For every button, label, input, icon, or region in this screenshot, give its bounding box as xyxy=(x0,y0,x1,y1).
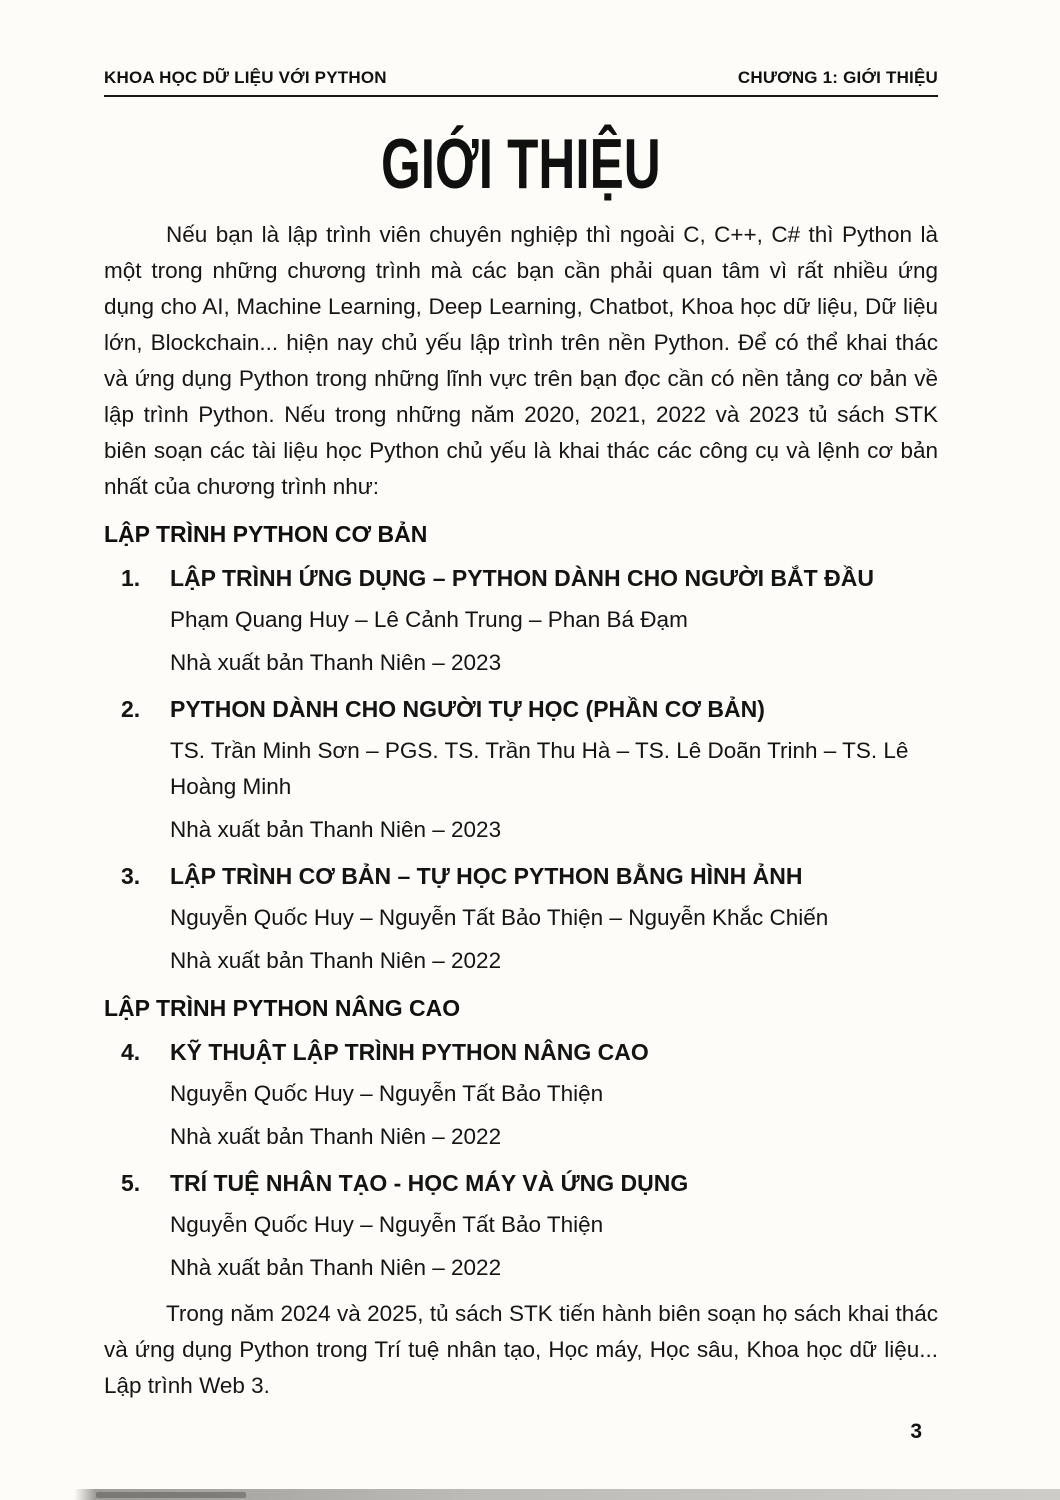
book-title-row xyxy=(104,858,938,894)
book-list-item xyxy=(104,560,938,681)
book-list-item xyxy=(104,858,938,979)
book-title: PYTHON DÀNH CHO NGƯỜI TỰ HỌC (PHẦN CƠ BẢN) xyxy=(170,696,765,722)
closing-paragraph: Trong năm 2024 và 2025, tủ sách STK tiến hành biên soạn họ sách khai thác và ứng dụng Python trong Trí tuệ nhân tạo, Học máy, Học sâu, Khoa học dữ liệu... Lập trình Web 3. xyxy=(104,1301,938,1398)
book-publisher: Nhà xuất bản Thanh Niên – 2022 xyxy=(170,1124,502,1149)
book-authors: TS. Trần Minh Sơn – PGS. TS. Trần Thu Hà – TS. Lê Doãn Trinh – TS. Lê Hoàng Minh xyxy=(170,738,909,799)
item-number: 5. xyxy=(121,1170,141,1196)
section-heading-basic: LẬP TRÌNH PYTHON CƠ BẢN xyxy=(104,521,428,547)
book-publisher: Nhà xuất bản Thanh Niên – 2023 xyxy=(170,650,502,675)
section-heading-advanced: LẬP TRÌNH PYTHON NÂNG CAO xyxy=(104,995,461,1021)
header-rule xyxy=(104,95,938,97)
book-authors: Phạm Quang Huy – Lê Cảnh Trung – Phan Bá Đạm xyxy=(170,607,688,632)
book-list-item xyxy=(104,1165,938,1286)
book-authors: Nguyễn Quốc Huy – Nguyễn Tất Bảo Thiện – Nguyễn Khắc Chiến xyxy=(170,905,829,930)
item-number: 1. xyxy=(121,565,141,591)
intro-paragraph: Nếu bạn là lập trình viên chuyên nghiệp thì ngoài C, C++, C# thì Python là một trong những chương trình mà các bạn cần phải quan tâm vì rất nhiều ứng dụng cho AI, Machine Learning, Deep Learning, Chatbot, Khoa học dữ liệu, Dữ liệu lớn, Blockchain... hiện nay chủ yếu lập trình trên nền Python. Để có thể khai thác và ứng dụng Python trong những lĩnh vực trên bạn đọc cần có nền tảng cơ bản về lập trình Python. Nếu trong những năm 2020, 2021, 2022 và 2023 tủ sách STK biên soạn các tài liệu học Python chủ yếu là khai thác các công cụ và lệnh cơ bản nhất của chương trình như: xyxy=(104,222,938,499)
chapter-title: GIỚI THIỆU xyxy=(381,124,661,204)
book-publisher: Nhà xuất bản Thanh Niên – 2022 xyxy=(170,1255,502,1280)
book-title: KỸ THUẬT LẬP TRÌNH PYTHON NÂNG CAO xyxy=(170,1039,649,1065)
running-head-right: CHƯƠNG 1: GIỚI THIỆU xyxy=(737,68,938,87)
running-head-left: KHOA HỌC DỮ LIỆU VỚI PYTHON xyxy=(104,68,387,87)
book-title-row xyxy=(104,560,938,596)
book-title: TRÍ TUỆ NHÂN TẠO - HỌC MÁY VÀ ỨNG DỤNG xyxy=(170,1170,689,1196)
book-publisher: Nhà xuất bản Thanh Niên – 2023 xyxy=(170,817,502,842)
book-list-item xyxy=(104,691,938,848)
item-number: 3. xyxy=(121,863,141,889)
book-title: LẬP TRÌNH ỨNG DỤNG – PYTHON DÀNH CHO NGƯỜI BẮT ĐẦU xyxy=(170,565,874,591)
running-header xyxy=(104,68,938,88)
item-number: 2. xyxy=(121,696,141,722)
book-list-item xyxy=(104,1034,938,1155)
page-number: 3 xyxy=(910,1420,922,1443)
book-publisher: Nhà xuất bản Thanh Niên – 2022 xyxy=(170,948,502,973)
book-authors: Nguyễn Quốc Huy – Nguyễn Tất Bảo Thiện xyxy=(170,1212,604,1237)
item-number: 4. xyxy=(121,1039,141,1065)
scan-edge-dark-artifact xyxy=(96,1492,246,1498)
book-authors: Nguyễn Quốc Huy – Nguyễn Tất Bảo Thiện xyxy=(170,1081,604,1106)
book-title-row xyxy=(104,1165,938,1201)
book-title-row xyxy=(104,1034,938,1070)
book-title: LẬP TRÌNH CƠ BẢN – TỰ HỌC PYTHON BẰNG HÌNH ẢNH xyxy=(170,863,803,889)
chapter-title-wrap xyxy=(104,124,938,204)
book-title-row xyxy=(104,691,938,727)
